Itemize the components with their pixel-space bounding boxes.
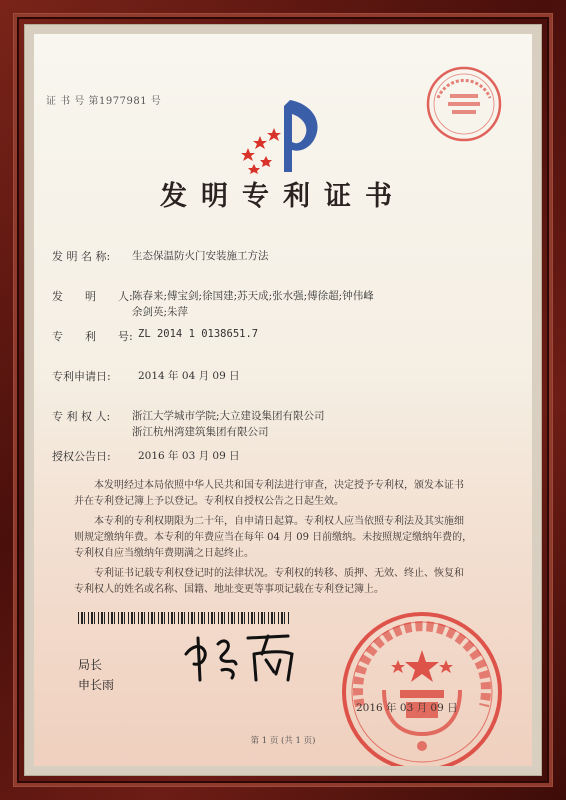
patent-office-logo-icon [240,96,330,174]
logo-star-2 [253,136,267,149]
grant-date-value: 2016 年 03 月 09 日 [138,450,240,462]
agent-stamp [424,64,504,144]
certificate-number: 证 书 号 第1977981 号 [46,96,162,107]
invention-name-value: 生态保温防火门安装施工方法 [132,250,269,262]
patentee-label: 专 利 权 人: [52,410,111,423]
paragraph-3-line-2: 专利权人的姓名或名称、国籍、地址变更等事项记载在专利登记簿上。 [74,584,384,595]
logo-star-5 [260,156,272,167]
patentee-line-1: 浙江大学城市学院;大立建设集团有限公司 [132,410,325,422]
certificate-paper [34,34,532,766]
logo-star-3 [267,128,281,141]
paragraph-1-line-1: 本发明经过本局依照中华人民共和国专利法进行审查，决定授予专利权，颁发本证书 [94,480,464,491]
logo-star-1 [241,148,255,161]
invention-name-label: 发 明 名 称: [52,250,111,263]
signatory-name: 申长雨 [78,678,115,692]
inventors-line-2: 余剑英;朱萍 [132,306,189,318]
paragraph-2-line-1: 本专利的专利权期限为二十年，自申请日起算。专利权人应当依照专利法及其实施细 [94,516,464,527]
inventor-label: 发 明 人: [52,290,133,303]
filing-date-label: 专利申请日: [52,370,111,383]
patent-no-label: 专 利 号: [52,330,133,343]
page-footer: 第 1 页 (共 1 页) [250,736,316,746]
barcode [78,612,290,624]
certificate-title: 发明专利证书 [160,181,406,212]
signatory-title: 局长 [78,658,103,672]
filing-date-value: 2014 年 04 月 09 日 [138,370,240,382]
paragraph-3-line-1: 专利证书记载专利权登记时的法律状况。专利权的转移、质押、无效、终止、恢复和 [94,568,464,579]
paragraph-2-line-2: 则规定缴纳年费。本专利的年费应当在每年 04 月 09 日前缴纳。未按照规定缴纳年费的， [74,532,473,543]
seal-date: 2016 年 03 月 09 日 [356,702,458,714]
paragraph-2-line-3: 专利权自应当缴纳年费期满之日起终止。 [74,548,254,559]
patent-no-value: ZL 2014 1 0138651.7 [138,328,259,340]
paragraph-1-line-2: 并在专利登记簿上予以登记。专利权自授权公告之日起生效。 [74,496,344,507]
inventors-line-1: 陈春来;傅宝剑;徐国建;苏天成;张水强;傅徐超;钟伟峰 [132,290,374,302]
handwritten-signature [182,624,302,686]
logo-star-4 [248,164,260,174]
grant-date-label: 授权公告日: [52,450,111,463]
patentee-line-2: 浙江杭州湾建筑集团有限公司 [132,426,269,438]
